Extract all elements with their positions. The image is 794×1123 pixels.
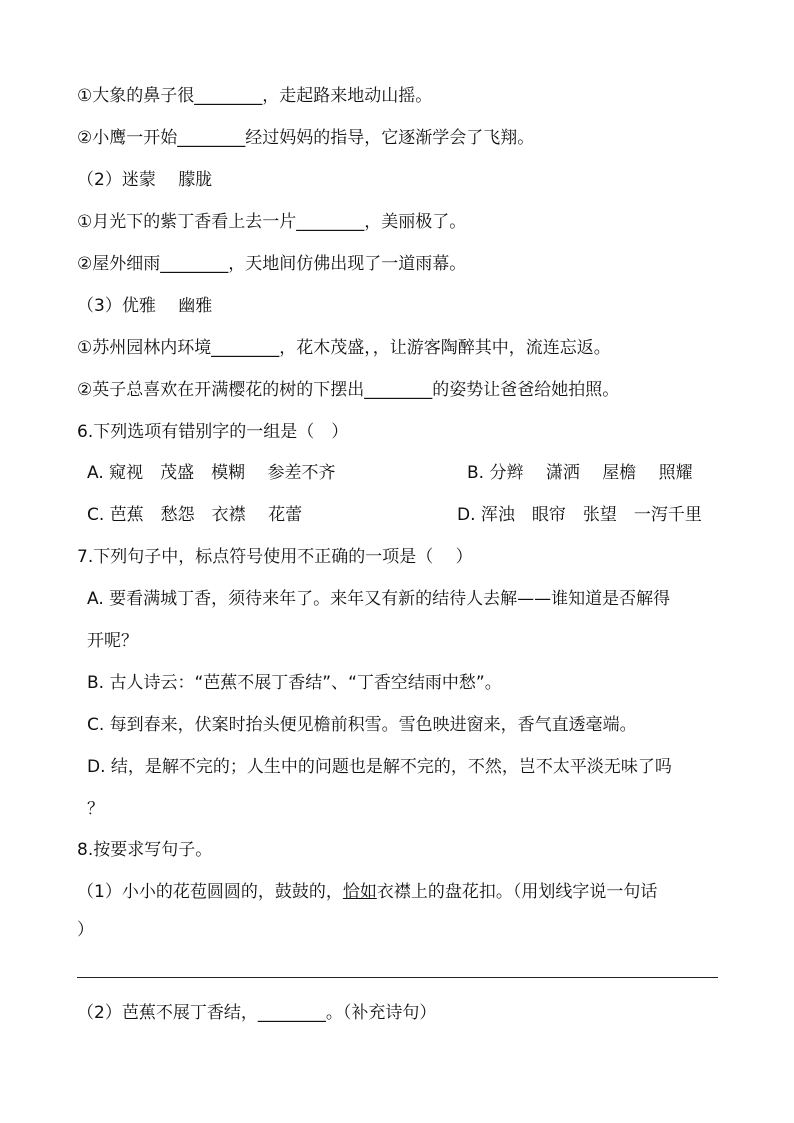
q8-underlined-word: 恰如 — [342, 882, 377, 902]
q5-item-3-words: （3）优雅 幽雅 — [77, 296, 213, 316]
q5-item-3-sentence-1: ①苏州园林内环境________，花木茂盛，，让游客陶醉其中，流连忘返。 — [77, 338, 611, 358]
q8-stem: 8.按要求写句子。 — [77, 840, 213, 860]
q8-sentence-1-end: ） — [77, 920, 94, 940]
q7-option-d-line-2: ？ — [87, 799, 104, 819]
q7-option-a-line-1: A. 要看满城丁香，须待来年了。来年又有新的结待人去解——谁知道是否解得 — [87, 589, 671, 609]
q8-sentence-2: （2）芭蕉不展丁香结，________。（补充诗句） — [77, 1003, 437, 1023]
q6-stem: 6.下列选项有错别字的一组是（ ） — [77, 422, 349, 442]
q7-option-d-line-1: D. 结，是解不完的；人生中的问题也是解不完的，不然，岂不太平淡无味了吗 — [87, 757, 672, 777]
q7-stem: 7.下列句子中，标点符号使用不正确的一项是（ ） — [77, 547, 473, 567]
q5-item-3-sentence-2: ②英子总喜欢在开满樱花的树的下摆出________的姿势让爸爸给她拍照。 — [77, 380, 620, 400]
answer-line[interactable] — [77, 977, 718, 978]
q7-option-b: B. 古人诗云：“芭蕉不展丁香结”、“丁香空结雨中愁”。 — [87, 673, 502, 693]
q6-option-c: C. 芭蕉 愁怨 衣襟 花蕾 — [87, 505, 303, 525]
q5-item-1-sentence-1: ①大象的鼻子很________，走起路来地动山摇。 — [77, 86, 433, 106]
q7-option-a-line-2: 开呢？ — [87, 631, 138, 651]
q5-item-2-sentence-2: ②屋外细雨________，天地间仿佛出现了一道雨幕。 — [77, 254, 467, 274]
q5-item-2-sentence-1: ①月光下的紫丁香看上去一片________，美丽极了。 — [77, 212, 467, 232]
q8-sentence-1-pre: （1）小小的花苞圆圆的，鼓鼓的， — [77, 882, 343, 902]
q6-option-a: A. 窥视 茂盛 模糊 参差不齐 — [87, 463, 336, 483]
q5-item-2-words: （2）迷蒙 朦胧 — [77, 170, 213, 190]
q6-option-b: B. 分辫 潇洒 屋檐 照耀 — [467, 463, 693, 483]
q8-sentence-1-post: 衣襟上的盘花扣。（用划线字说一句话 — [376, 882, 658, 902]
q6-option-d: D. 浑浊 眼帘 张望 一泻千里 — [457, 505, 702, 525]
q7-option-c: C. 每到春来，伏案时抬头便见檐前积雪。雪色映进窗来，香气直透毫端。 — [87, 715, 637, 735]
q5-item-1-sentence-2: ②小鹰一开始________经过妈妈的指导，它逐渐学会了飞翔。 — [77, 128, 535, 148]
q8-sentence-1 — [77, 880, 657, 904]
